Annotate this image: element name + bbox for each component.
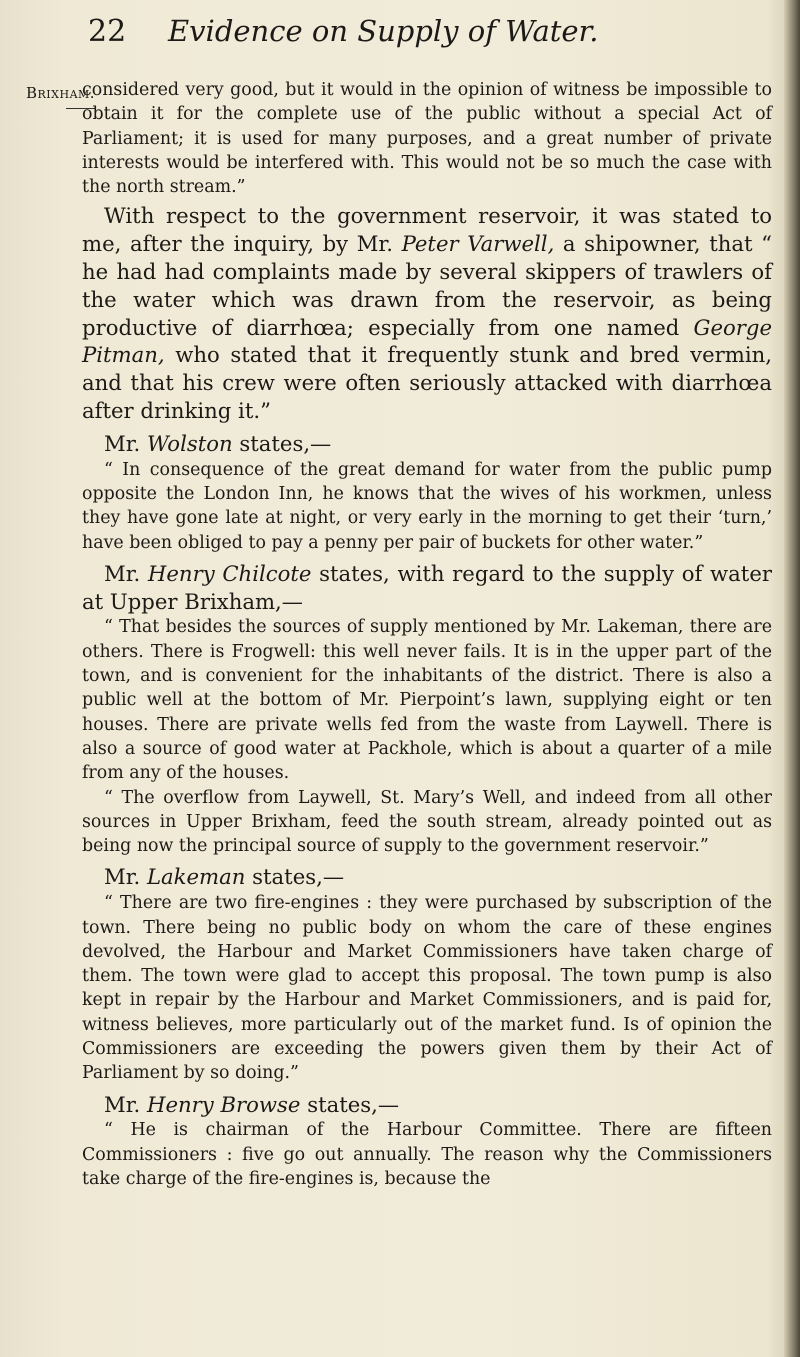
paragraph xyxy=(82,202,772,424)
quotation: “ He is chairman of the Harbour Committee. There are fifteen Commissioners : five go out annually. The reason why the Commissioners take charge of the fire-engines is, because the xyxy=(82,1120,772,1189)
heading-text: Mr. xyxy=(104,560,148,586)
speaker-heading xyxy=(82,1091,772,1119)
quotation: “ There are two fire-engines : they were purchased by subscription of the town. There being no public body on whom the care of these engines devolved, the Harbour and Market Commissioners have taken charge of them. The town were glad to accept this proposal. The town pump is also kept in repair by the Harbour and Market Commissioners, and is paid for, witness believes, more particularly out of the market fund. Is of opinion the Commissioners are exceeding the powers given them by their Act of Parliament by so doing.” xyxy=(82,893,772,1084)
person-name: Lakeman xyxy=(146,864,246,890)
heading-text: states,— xyxy=(232,430,332,456)
body-text xyxy=(82,78,772,1191)
paragraph-text: With respect to the government reservoir, it was stated to me, after the inquiry, by Mr. xyxy=(82,203,772,257)
quotation: “ In consequence of the great demand for water from the public pump opposite the London Inn, he knows that the wives of his workmen, unless they have gone late at night, or very early in the morning to get their ‘turn,’ have been obliged to pay a penny per pair of buckets for other water.” xyxy=(82,459,772,553)
running-title: Evidence on Supply of Water. xyxy=(168,14,599,48)
book-spine-edge xyxy=(784,0,800,1357)
paragraph: considered very good, but it would in the opinion of witness be impossible to obtain it for the complete use of the public without a special Act of Parliament; it is used for many purposes, and a great number of private interests would be interfered with. This would not be so much the case with the north stream.” xyxy=(82,80,772,198)
person-name: George Pitman, xyxy=(82,314,772,368)
person-name: Henry Chilcote xyxy=(147,560,312,586)
heading-text: states, with regard to the supply of water at Upper Brixham,— xyxy=(82,560,772,614)
person-name: Peter Varwell, xyxy=(401,231,555,257)
heading-text: Mr. xyxy=(104,430,147,456)
page-header xyxy=(88,14,740,54)
person-name: Henry Browse xyxy=(146,1091,301,1117)
page-number: 22 xyxy=(88,14,127,49)
speaker-heading xyxy=(82,863,772,891)
speaker-heading xyxy=(82,430,772,458)
speaker-heading xyxy=(82,560,772,616)
heading-text: states,— xyxy=(245,864,345,890)
quotation: “ The overflow from Laywell, St. Mary’s Well, and indeed from all other sources in Upper Brixham, feed the south stream, already pointed out as being now the principal source of supply to the government reservoir.” xyxy=(82,787,772,857)
paragraph-text: who stated that it frequently stunk and bred vermin, and that his crew were often seriously attacked with diarrhœa after drinking it.” xyxy=(82,342,772,424)
person-name: Wolston xyxy=(146,430,233,456)
quotation: “ That besides the sources of supply mentioned by Mr. Lakeman, there are others. There is Frogwell: this well never fails. It is in the upper part of the town, and is convenient for the inhabitants of the district. There is also a public well at the bottom of Mr. Pierpoint’s lawn, supplying eight or ten houses. There are private wells fed from the waste from Laywell. There is also a source of good water at Packhole, which is about a quarter of a mile from any of the houses. xyxy=(82,617,772,784)
paragraph-text: a shipowner, that “ he had had complaints made by several skippers of trawlers of the water which was drawn from the reservoir, as being productive of diarrhœa; especially from one named xyxy=(82,231,773,340)
margin-note: Brixham. xyxy=(26,84,96,102)
heading-text: Mr. xyxy=(104,864,147,890)
heading-text: Mr. xyxy=(104,1091,147,1117)
heading-text: states,— xyxy=(300,1091,400,1117)
